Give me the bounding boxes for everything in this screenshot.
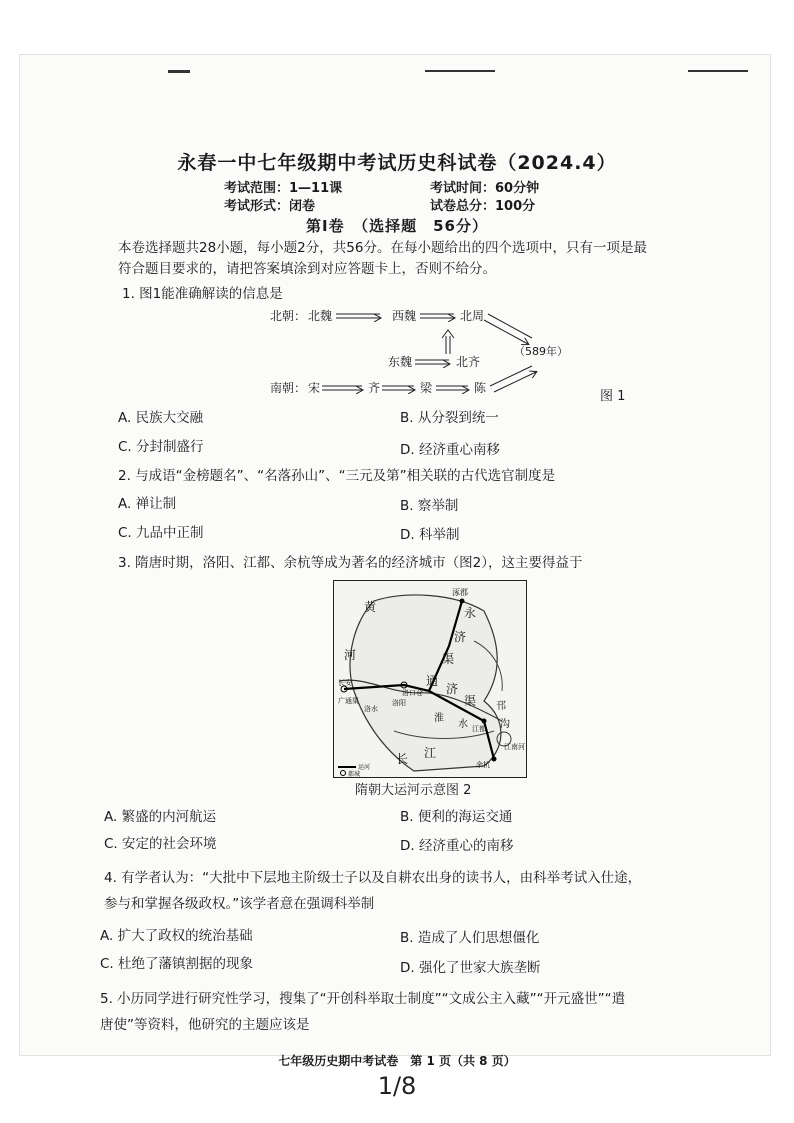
map-yuhang: 余杭 <box>476 761 490 769</box>
dynasty-diagram-svg <box>270 300 630 410</box>
section-heading: 第Ⅰ卷 （选择题 56分） <box>306 217 488 235</box>
map-jiang: 江 <box>424 746 437 760</box>
map-legend-capital: 都城 <box>348 771 361 777</box>
south-label: 南朝： <box>270 381 307 395</box>
map-zhuojun: 涿郡 <box>452 588 468 597</box>
page-footer: 七年级历史期中考试卷 第 1 页（共 8 页） <box>278 1054 516 1068</box>
question-5-stem-line-1: 5. 小历同学进行研究性学习，搜集了“开创科举取士制度”“文成公主入藏”“开元盛世”“遣 <box>100 991 626 1007</box>
exam-title: 永春一中七年级期中考试历史科试卷（2024.4） <box>177 152 617 174</box>
intro-line-1: 本卷选择题共28小题，每小题2分，共56分。在每小题给出的四个选项中，只有一项是最 <box>118 240 647 256</box>
q1-option-b: B. 从分裂到统一 <box>400 410 499 426</box>
map-luoyang: 洛阳 <box>392 699 406 707</box>
map-jiqu: 济 <box>446 682 459 696</box>
exam-form: 考试形式：闭卷 <box>224 199 316 214</box>
figure-1-caption: 图 1 <box>600 389 626 404</box>
q1-option-a: A. 民族大交融 <box>118 410 204 426</box>
map-legend-canal: 运河 <box>358 764 371 771</box>
q4-option-b: B. 造成了人们思想僵化 <box>400 930 540 946</box>
q4-option-d: D. 强化了世家大族垄断 <box>400 960 541 976</box>
page-indicator: 1/8 <box>377 1072 417 1100</box>
map-gou: 沟 <box>500 719 510 730</box>
year-589: （589年） <box>514 345 568 358</box>
q2-option-b: B. 察举制 <box>400 498 459 514</box>
map-he: 河 <box>344 648 357 662</box>
map-changan: 长安 <box>338 679 352 687</box>
map-caption: 隋朝大运河示意图 2 <box>355 783 472 798</box>
map-shui: 水 <box>458 719 468 730</box>
dyn-beiqi: 北齐 <box>456 355 481 369</box>
figure-1-dynasty-diagram <box>270 300 630 410</box>
north-label: 北朝： <box>270 309 307 323</box>
dyn-xiwei: 西魏 <box>392 309 417 323</box>
dyn-liang: 梁 <box>420 381 433 395</box>
scan-artifact <box>425 70 495 72</box>
q4-option-a: A. 扩大了政权的统治基础 <box>100 928 253 944</box>
q3-option-d: D. 经济重心的南移 <box>400 838 514 854</box>
q1-option-d: D. 经济重心南移 <box>400 442 500 458</box>
q2-option-c: C. 九品中正制 <box>118 525 204 541</box>
q3-option-a: A. 繁盛的内河航运 <box>104 809 217 825</box>
exam-scope: 考试范围：1—11课 <box>224 181 343 196</box>
canal-map-svg <box>334 581 526 777</box>
map-ji: 济 <box>454 630 467 644</box>
map-luokoucang: 洛口仓 <box>402 689 423 697</box>
dyn-dongwei: 东魏 <box>388 355 413 369</box>
question-4-stem-line-2: 参与和掌握各级政权。”该学者意在强调科举制 <box>104 896 375 912</box>
map-qu: 渠 <box>442 652 455 666</box>
q3-option-b: B. 便利的海运交通 <box>400 809 513 825</box>
dyn-beiwei: 北魏 <box>308 309 333 323</box>
question-4-stem-line-1: 4. 有学者认为：“大批中下层地主阶级士子以及自耕农出身的读书人，由科举考试入仕途， <box>104 870 642 886</box>
map-yong: 永 <box>464 606 477 620</box>
question-2-stem: 2. 与成语“金榜题名”、“名落孙山”、“三元及第”相关联的古代选官制度是 <box>118 468 556 484</box>
intro-line-2: 符合题目要求的，请把答案填涂到对应答题卡上，否则不给分。 <box>118 261 496 277</box>
map-luoshui: 洛水 <box>364 705 378 713</box>
map-huai: 淮 <box>434 713 444 724</box>
q4-option-c: C. 杜绝了藩镇割据的现象 <box>100 956 254 972</box>
map-chang: 长 <box>396 752 409 766</box>
dyn-qi: 齐 <box>368 381 381 395</box>
question-5-stem-line-2: 唐使”等资料，他研究的主题应该是 <box>100 1017 310 1033</box>
map-jiangdu: 江都 <box>472 725 486 733</box>
map-jiangnan: 江南河 <box>504 743 525 751</box>
map-huang: 黄 <box>364 600 377 614</box>
map-qu2: 渠 <box>464 694 477 708</box>
map-guangtong: 广通渠 <box>338 697 359 705</box>
dyn-beizhou: 北周 <box>460 309 485 323</box>
sui-canal-map <box>333 580 527 778</box>
map-han: 邗 <box>496 701 506 712</box>
exam-time: 考试时间：60分钟 <box>430 181 540 196</box>
map-tong: 通 <box>426 674 439 688</box>
q2-option-a: A. 禅让制 <box>118 496 177 512</box>
dyn-song: 宋 <box>308 381 321 395</box>
q3-option-c: C. 安定的社会环境 <box>104 836 217 852</box>
question-3-stem: 3. 隋唐时期，洛阳、江都、余杭等成为著名的经济城市（图2），这主要得益于 <box>118 555 583 571</box>
scan-artifact <box>168 70 190 73</box>
scan-artifact <box>688 70 748 72</box>
q2-option-d: D. 科举制 <box>400 527 460 543</box>
exam-total: 试卷总分：100分 <box>430 199 536 214</box>
question-1-stem: 1. 图1能准确解读的信息是 <box>122 286 283 302</box>
dyn-chen: 陈 <box>474 381 487 395</box>
q1-option-c: C. 分封制盛行 <box>118 439 204 455</box>
